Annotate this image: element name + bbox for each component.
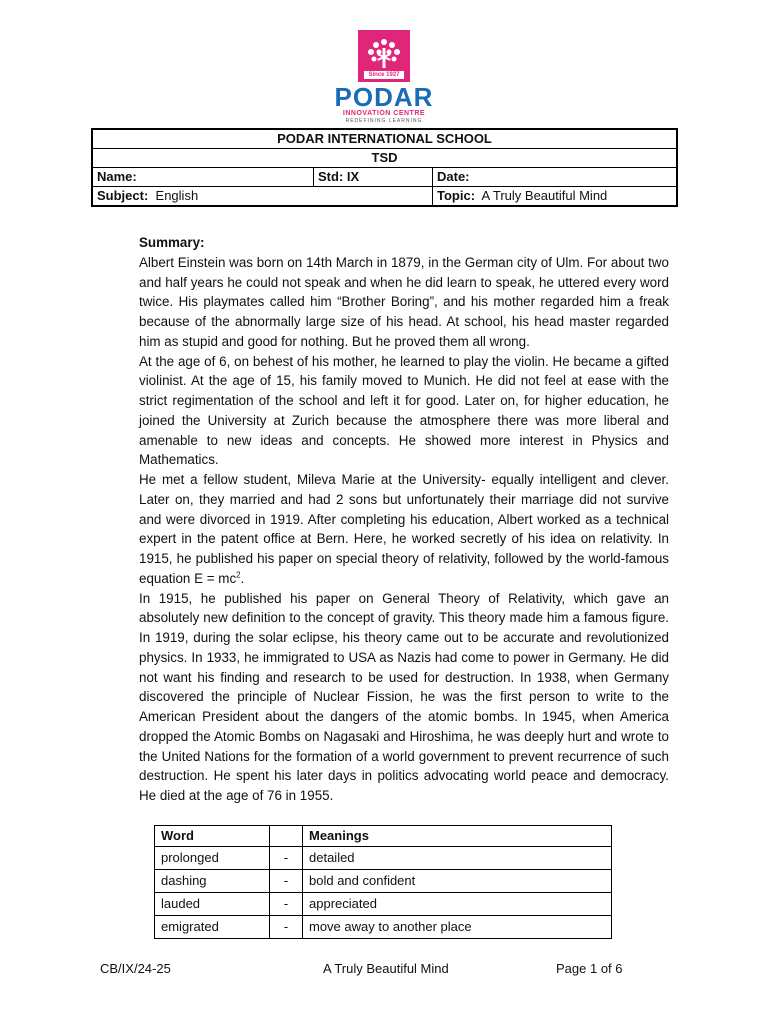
summary-section: [139, 233, 669, 806]
footer-code: CB/IX/24-25: [100, 961, 171, 976]
std-cell: [314, 168, 433, 187]
meaning-cell: move away to another place: [303, 916, 612, 939]
logo-subtitle: INNOVATION CENTRE: [342, 110, 426, 117]
separator-header: [270, 826, 303, 847]
word-cell: lauded: [155, 893, 270, 916]
summary-paragraph-3: [139, 470, 669, 589]
date-cell: [433, 168, 678, 187]
word-cell: prolonged: [155, 847, 270, 870]
subject-value: English: [155, 188, 199, 203]
name-label: Name:: [97, 169, 137, 184]
meaning-cell: bold and confident: [303, 870, 612, 893]
date-label: Date:: [437, 169, 470, 184]
summary-paragraph-2: At the age of 6, on behest of his mother, he learned to play the violin. He became a gifted violinist. At the age of 15, his family moved to Munich. He did not feel at ease with the strict regimentation of the school and left it for good. Later on, for higher education, he joined the University at Zurich because the atmosphere there was more liberal and amenable to new ideas and concepts. He showed more interest in Physics and Mathematics.: [139, 353, 669, 468]
footer-page-number: Page 1 of 6: [556, 961, 623, 976]
vocabulary-header-row: [155, 826, 612, 847]
summary-paragraph-4: In 1915, he published his paper on General Theory of Relativity, which gave an absolutely new definition to the concept of gravity. This theory made him a famous figure. In 1919, during the solar eclipse, his theory came out to be accurate and revolutionized physics. In 1933, he immigrated to USA as Nazis had come to power in Germany. He did not want his finding and research to be used for destruction. In 1938, when Germany discovered the principle of Nuclear Fission, he was the first person to write to the American President about the dangers of the atomic bombs. In 1945, when America dropped the Atomic Bombs on Nagasaki and Hiroshima, he was deeply hurt and wrote to the United Nations for the formation of a world government to prevent recurrence of such destruction. He spent his later days in politics advocating world peace and democracy. He died at the age of 76 in 1955.: [139, 590, 669, 803]
meaning-cell: detailed: [303, 847, 612, 870]
logo-since-text: Since 1927: [364, 71, 404, 79]
separator-cell: -: [270, 870, 303, 893]
table-row: [155, 916, 612, 939]
subject-label: Subject:: [97, 188, 149, 203]
word-cell: dashing: [155, 870, 270, 893]
table-row: [155, 870, 612, 893]
topic-label: Topic:: [437, 188, 476, 203]
table-row: [155, 847, 612, 870]
separator-cell: -: [270, 847, 303, 870]
school-name: PODAR INTERNATIONAL SCHOOL: [92, 129, 677, 149]
vocabulary-table: [154, 825, 612, 939]
table-row: [155, 893, 612, 916]
equation-superscript: 2: [236, 570, 241, 580]
name-cell: [92, 168, 314, 187]
meaning-cell: appreciated: [303, 893, 612, 916]
meanings-header: Meanings: [303, 826, 612, 847]
topic-cell: [433, 187, 678, 207]
school-logo: [0, 30, 768, 125]
summary-heading: Summary:: [139, 235, 205, 250]
document-code: TSD: [92, 149, 677, 168]
topic-value: A Truly Beautiful Mind: [481, 188, 608, 203]
logo-tagline: REDEFINING LEARNING: [345, 118, 423, 124]
std-label: Std: IX: [318, 169, 360, 184]
subject-cell: [92, 187, 433, 207]
header-table: [91, 128, 678, 207]
summary-paragraph-3-end: .: [240, 570, 245, 586]
summary-paragraph-1: Albert Einstein was born on 14th March in 1879, in the German city of Ulm. For about two and half years he could not speak and when he did learn to speak, he uttered every word twice. His playmates called him “Brother Boring”, and his mother regarded him a freak because of the abnormally large size of his head. At school, his head master regarded him as stupid and good for nothing. But he proved them all wrong.: [139, 254, 669, 349]
tree-logo-icon: [358, 30, 410, 82]
summary-paragraph-3-text: He met a fellow student, Mileva Marie at the University- equally intelligent and clever. Later on, they married and had 2 sons but unfortunately their marriage did not survive and were divorced in 1919. After completing his education, Albert worked as a technical expert in the patent office at Bern. Here, he worked secretly of his idea on relativity. In 1915, he published his paper on special theory of relativity, followed by the world-famous equation E = mc: [139, 472, 669, 586]
logo-name: PODAR: [334, 82, 434, 112]
word-header: Word: [155, 826, 270, 847]
footer-title: A Truly Beautiful Mind: [323, 961, 449, 976]
separator-cell: -: [270, 893, 303, 916]
separator-cell: -: [270, 916, 303, 939]
word-cell: emigrated: [155, 916, 270, 939]
